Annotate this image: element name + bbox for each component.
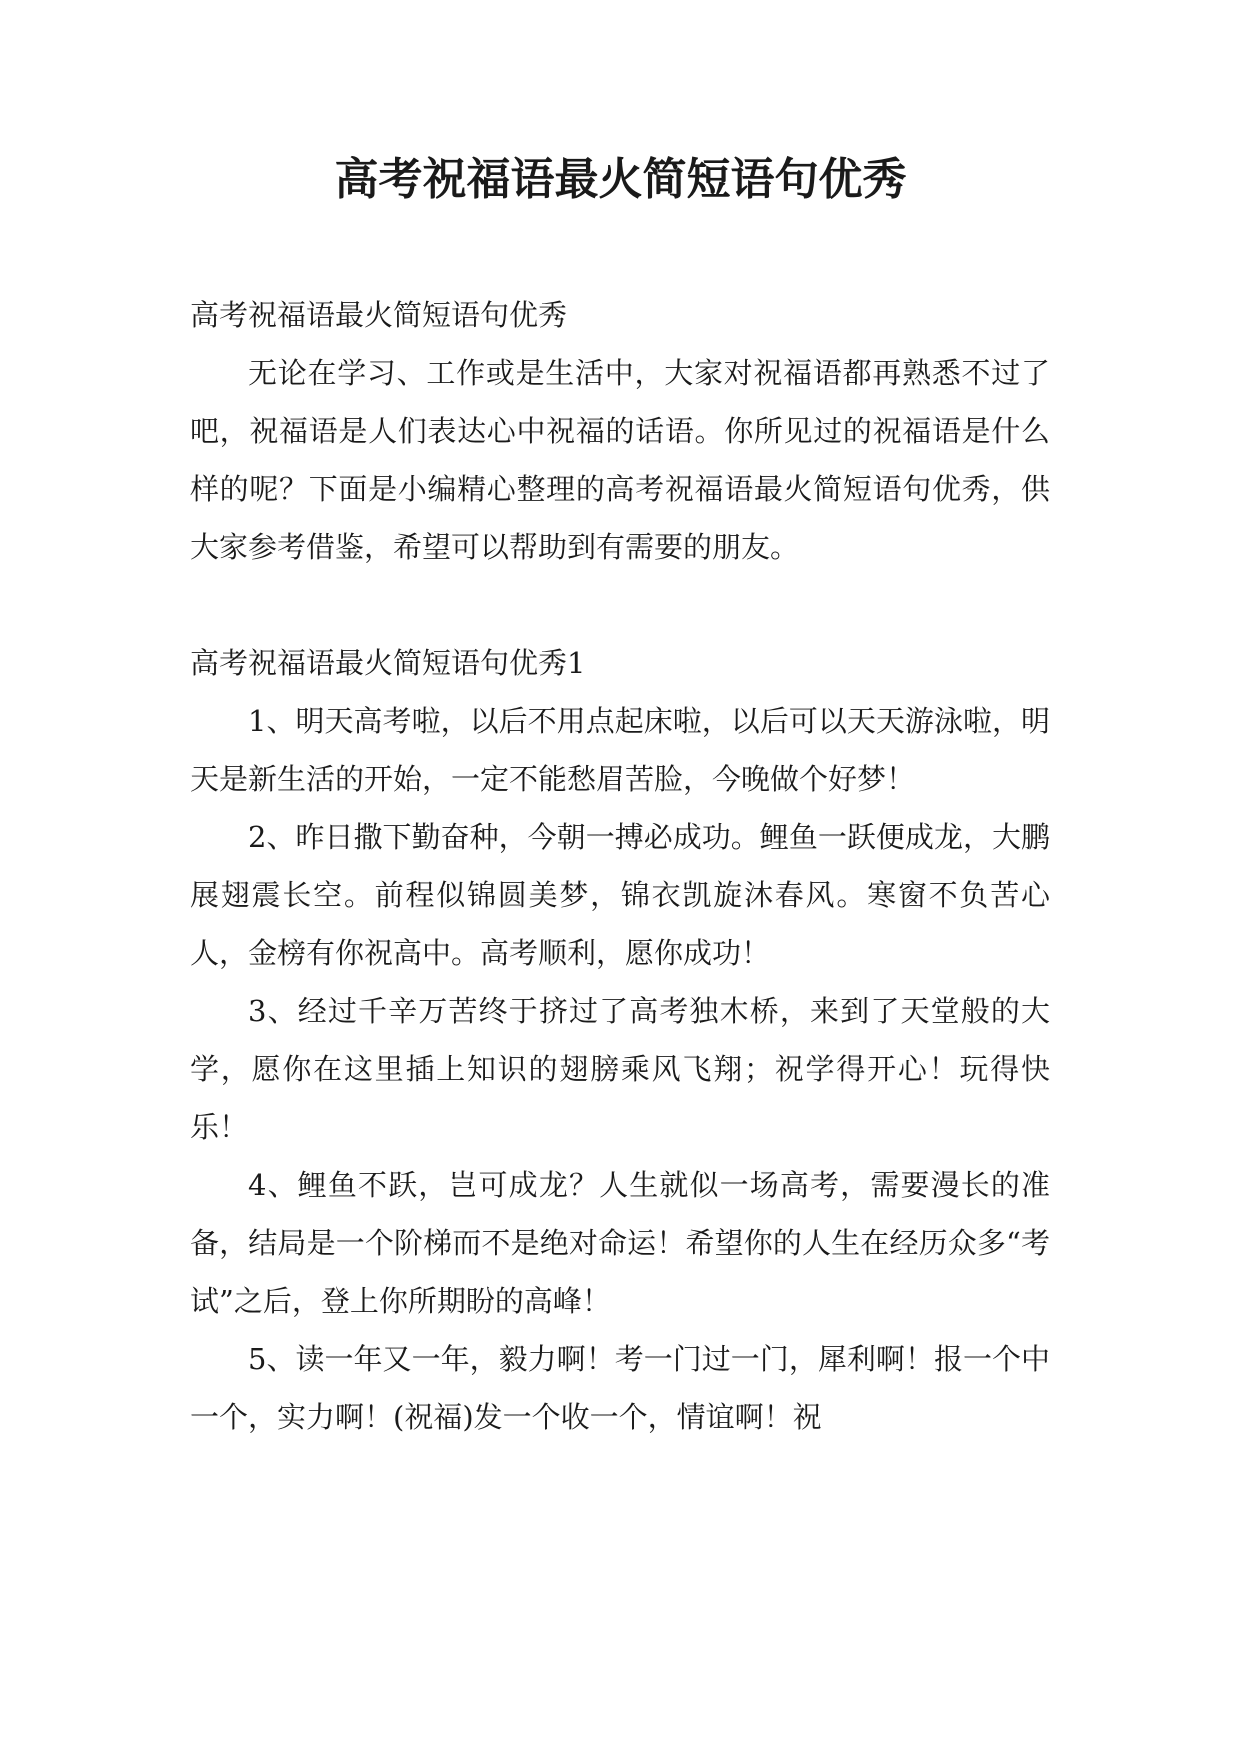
list-item: 1、明天高考啦，以后不用点起床啦，以后可以天天游泳啦，明天是新生活的开始，一定不能愁眉苦脸，今晚做个好梦！ (190, 704, 1050, 796)
section-spacer (190, 576, 1050, 634)
list-item: 5、读一年又一年，毅力啊！考一门过一门，犀利啊！报一个中一个，实力啊！(祝福)发一个收一个，情谊啊！祝 (190, 1342, 1050, 1434)
list-item: 3、经过千辛万苦终于挤过了高考独木桥，来到了天堂般的大学，愿你在这里插上知识的翅膀乘风飞翔；祝学得开心！玩得快乐！ (190, 994, 1050, 1144)
document-title: 高考祝福语最火简短语句优秀 (334, 154, 907, 205)
document-body (190, 286, 1050, 1446)
list-item: 2、昨日撒下勤奋种，今朝一搏必成功。鲤鱼一跃便成龙，大鹏展翅震长空。前程似锦圆美梦，锦衣凯旋沐春风。寒窗不负苦心人，金榜有你祝高中。高考顺利，愿你成功！ (190, 820, 1050, 970)
list-item: 4、鲤鱼不跃，岂可成龙？人生就似一场高考，需要漫长的准备，结局是一个阶梯而不是绝对命运！希望你的人生在经历众多“考试”之后，登上你所期盼的高峰！ (190, 1168, 1050, 1318)
intro-heading: 高考祝福语最火简短语句优秀 (190, 298, 568, 332)
intro-paragraph: 无论在学习、工作或是生活中，大家对祝福语都再熟悉不过了吧，祝福语是人们表达心中祝福的话语。你所见过的祝福语是什么样的呢？下面是小编精心整理的高考祝福语最火简短语句优秀，供大家参考借鉴，希望可以帮助到有需要的朋友。 (190, 356, 1050, 564)
section-heading: 高考祝福语最火简短语句优秀1 (190, 646, 586, 680)
